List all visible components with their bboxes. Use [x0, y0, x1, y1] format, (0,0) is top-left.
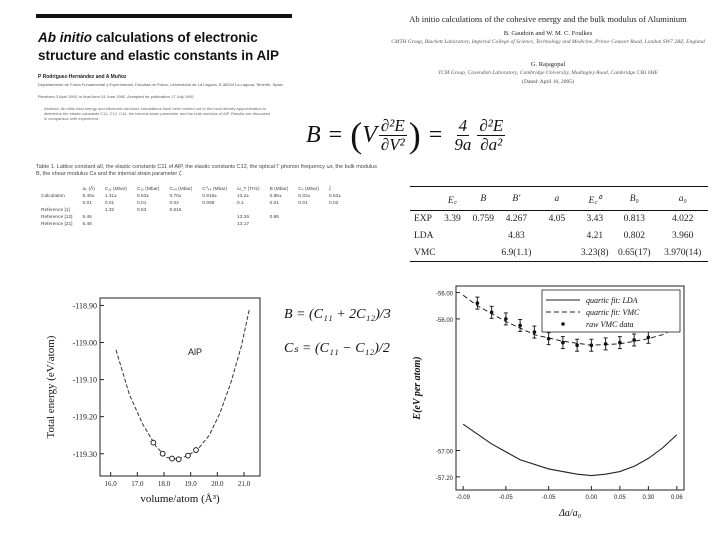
vmc-data-point [518, 324, 522, 328]
table-cell [469, 244, 497, 261]
table-cell: ω_T (THz) [237, 187, 260, 192]
table-cell: 6.9(1.1) [501, 247, 532, 258]
table-cell [232, 207, 265, 214]
table-row [410, 210, 708, 227]
table-cell: 0.02 [329, 201, 339, 206]
table-cell [535, 244, 578, 261]
table-cell: 5.46 [82, 215, 92, 220]
plot-frame [100, 298, 260, 476]
paper-2-date: (Dated: April 16, 2005) [522, 79, 574, 85]
vmc-data-point [547, 337, 551, 341]
table-cell: 13.17 [237, 222, 250, 227]
table-cell [265, 207, 294, 214]
data-point [160, 451, 165, 456]
table-cell: Calculation [41, 194, 65, 199]
table-cell: 0.86 [269, 215, 279, 220]
y-tick-label: -56.00 [435, 291, 453, 298]
table-cell: 4.21 [586, 230, 604, 241]
table-cell: 0.01 [137, 201, 147, 206]
table-2-top-rule [410, 186, 708, 187]
table-cell: 0.01 [82, 201, 92, 206]
table-cell: 0.615 [169, 208, 182, 213]
x-tick-label: -0.09 [456, 495, 470, 501]
table-cell: 0.63± [329, 194, 341, 199]
plot-annotation: AlP [188, 346, 203, 357]
table-cell [293, 207, 324, 214]
table-cell: 3.39 [444, 213, 461, 224]
table-cell: Cₛ (Mbar) [298, 187, 319, 192]
table-cell: 0.65(17) [618, 247, 651, 258]
table-cell: 4.05 [548, 213, 566, 224]
table-cell: 0.02 [169, 201, 179, 206]
table-cell [293, 221, 324, 228]
paper-2-affiliation-1: CMTH Group, Blackett Laboratory, Imperial College of Science, Technology and Medicine, Prince Consort Road, London SW7 2BZ, England [391, 39, 705, 45]
eq-bulk-from-cij: B = (C₁₁ + 2C₁₂)/3 [284, 307, 391, 322]
legend-swatch-raw [561, 322, 565, 326]
table-cell [324, 214, 346, 221]
table-cell: 0.01 [298, 201, 308, 206]
table-cell [164, 214, 197, 221]
data-point [194, 448, 199, 453]
table-row [410, 244, 708, 261]
table-cell [36, 200, 77, 207]
x-tick-label: 19.0 [184, 480, 197, 488]
paper-1-title-italic: Ab initio [38, 30, 92, 45]
data-point [186, 453, 191, 458]
vmc-data-point [561, 341, 565, 345]
table-cell: 0.802 [623, 230, 645, 241]
table-cell: 0.63 [137, 208, 147, 213]
table-cell [535, 227, 578, 244]
vmc-data-point [647, 336, 651, 340]
table-cell [324, 221, 346, 228]
table-cell: 13.26 [237, 215, 250, 220]
table-cell: 5.40± [82, 194, 95, 199]
table-cell: 0.01 [269, 201, 279, 206]
vmc-data-point [575, 343, 579, 347]
table-cell: C⁰₄₄ (Mbar) [202, 187, 228, 192]
x-tick-label: 0.00 [585, 495, 598, 501]
y-tick-label: -119.20 [72, 412, 97, 422]
table-2 [410, 186, 708, 262]
table-cell: 0.759 [472, 213, 494, 224]
table-cell: LDA [414, 230, 434, 241]
table-row [410, 227, 708, 244]
table-cell [293, 214, 324, 221]
table-cell: a₀ (Å) [82, 187, 95, 192]
table-1-caption: Table 1. Lattice constant a0, the elastic constants C11 of AlP, the elastic constants C12, the optical Γ phonon frequency ωr, the bulk modulus B, the shear modulus Cs and the internal strain parameter ζ. [36, 164, 377, 177]
vmc-data-point [604, 342, 608, 346]
paper-1-abstract: Abstract. Ab initio total energy and electronic structure calculations have been carried out in the local density approximation to determine the elastic constants C11, C12, C44, the internal strain parameter and the bulk modulus of AlP. Results are discussed in comparison with experiment. [44, 106, 271, 121]
header-rule [36, 14, 292, 18]
eq-den-2: ∂a² [480, 134, 503, 154]
table-header-cell: a₀ [678, 194, 687, 204]
eq-lhs: B [306, 121, 321, 148]
x-tick-label: 0.05 [614, 495, 626, 501]
table-cell [436, 244, 470, 261]
table-row [36, 214, 346, 221]
table-cell [132, 221, 164, 228]
table-row [36, 221, 346, 228]
paper-1-affiliation: Departamento de Física Fundamental y Experimental, Facultad de Física, Universidad de La Laguna, E-38204 La Laguna, Tenerife, Spain [38, 82, 283, 87]
table-cell: 4.267 [505, 213, 528, 224]
paper-2-title: Ab initio calculations of the cohesive energy and the bulk modulus of Aluminium [409, 14, 687, 24]
paper-2-authors-1: B. Gaudoin and W. M. C. Foulkes [503, 30, 593, 37]
paper-2-affiliation-2: TCM Group, Cavendish Laboratory, Cambridge University, Madingley Road, Cambridge CB3 0HE [438, 70, 658, 76]
table-cell: ζ [329, 187, 332, 192]
table-cell: C₁₁ (Mbar) [104, 187, 128, 192]
table-cell [197, 221, 232, 228]
fit-curve [116, 309, 249, 459]
table-cell [36, 186, 77, 193]
table-cell [132, 214, 164, 221]
eq-coefficient [452, 117, 473, 154]
eq-den-1: ∂V² [380, 134, 405, 154]
data-point [176, 457, 181, 462]
table-cell: 0.32± [298, 194, 311, 199]
table-cell: 4.83 [508, 230, 525, 241]
al-energy-lattice-plot [406, 278, 706, 528]
table-cell: 0.1 [237, 201, 244, 206]
paper-1-received: Received 3 April 1992, in final form 24 June 1992. Accepted for publication 17 July 1992 [38, 94, 194, 99]
table-cell: 4.022 [672, 213, 694, 224]
eq-coef-den: 9a [454, 134, 472, 154]
table-header-row [410, 188, 708, 210]
table-cell [77, 207, 99, 214]
x-tick-label: -0.05 [499, 495, 513, 501]
x-tick-label: -0.05 [541, 495, 556, 501]
table-cell [197, 214, 232, 221]
table-row [36, 207, 346, 214]
table-cell: 1.31± [104, 194, 117, 199]
eq-volume: V [362, 121, 377, 148]
x-tick-label: 0.30 [642, 495, 655, 501]
y-axis-label: Total energy (eV/atom) [45, 335, 57, 439]
data-point [170, 456, 175, 461]
table-cell: 3.23(8) [580, 247, 609, 258]
alp-energy-volume-plot [34, 288, 270, 528]
y-tick-label: -57.20 [435, 475, 453, 482]
eq-open-paren: ( [350, 115, 363, 155]
table-cell: 0.008 [202, 201, 215, 206]
table-cell: Reference [12] [41, 215, 73, 220]
x-tick-label: 17.0 [131, 480, 144, 488]
table-cell: B (Mbar) [269, 187, 289, 192]
x-tick-label: 21.0 [237, 480, 251, 488]
data-point [151, 440, 156, 445]
vmc-data-point [476, 301, 480, 305]
table-row [36, 193, 346, 200]
legend-label-raw: raw VMC data [586, 320, 634, 329]
table-cell: 0.813 [623, 213, 645, 224]
x-tick-label: 16.0 [104, 480, 117, 488]
table-cell: 3.43 [586, 213, 604, 224]
y-tick-label: -57.00 [435, 449, 453, 456]
x-tick-label: 20.0 [211, 480, 224, 488]
table-cell: C₁₂ (Mbar) [137, 187, 160, 192]
legend-label-vmc: quartic fit: VMC [586, 308, 640, 317]
y-tick-label: -118.90 [72, 301, 97, 311]
y-tick-label: -119.30 [72, 449, 97, 459]
x-tick-label: 0.06 [671, 495, 683, 501]
legend-label-lda: quartic fit: LDA [586, 296, 638, 305]
vmc-data-point [590, 343, 594, 347]
table-2-bottom-rule [410, 261, 708, 262]
x-axis-label: Δa/a₀ [558, 508, 582, 519]
table-cell [436, 227, 470, 244]
table-cell [469, 227, 497, 244]
table-cell [410, 188, 436, 210]
eq-close-paren: ) [408, 115, 421, 155]
table-1-grid [36, 186, 346, 228]
table-cell: 1.32 [104, 208, 115, 213]
table-cell [100, 221, 132, 228]
table-cell [164, 221, 197, 228]
eq-equals-2: = [428, 121, 443, 148]
eq-equals: = [328, 121, 343, 148]
paper-2-authors-2: G. Rajagopal [530, 61, 566, 68]
table-cell: 0.86± [269, 194, 282, 199]
table-header-cell: a [554, 194, 560, 204]
table-row [36, 200, 346, 207]
y-tick-label: -56.00 [435, 317, 453, 324]
eq-coef-num: 4 [458, 115, 468, 135]
eq-num-1: ∂²E [380, 115, 405, 135]
paper-2-header [390, 14, 706, 110]
table-header-cell: B [480, 194, 487, 204]
bulk-modulus-equation [306, 112, 507, 158]
table-header-cell: E꜀ [447, 195, 457, 206]
table-cell: 3.960 [672, 230, 694, 241]
lda-fit-line [463, 424, 677, 475]
table-cell [100, 214, 132, 221]
table-cell: 5.46 [82, 222, 92, 227]
table-1 [36, 164, 384, 274]
table-cell [197, 207, 232, 214]
table-cell: 13.2± [237, 194, 250, 199]
paper-1-title-rest: calculations of electronic structure and elastic constants in AlP [38, 30, 280, 63]
y-tick-label: -119.10 [72, 375, 97, 385]
x-axis-label: volume/atom (Å³) [140, 493, 220, 505]
y-axis-label: E(eV per atom) [412, 356, 423, 420]
vmc-data-point [504, 317, 508, 321]
vmc-data-point [533, 330, 537, 334]
table-2-grid [410, 188, 708, 261]
table-header-cell: B′ [512, 194, 521, 204]
paper-1-title [38, 29, 290, 65]
x-tick-label: 18.0 [157, 480, 171, 488]
table-header-cell: B₀ [629, 194, 639, 204]
eq-num-2: ∂²E [479, 115, 504, 135]
elastic-equations [284, 298, 404, 366]
eq-fraction-1 [379, 117, 407, 154]
table-cell: 0.01 [104, 201, 115, 206]
table-cell: 0.916± [202, 194, 217, 199]
table-header-row [36, 186, 346, 193]
vmc-data-point [490, 311, 494, 315]
table-cell: 0.70± [169, 194, 182, 199]
table-cell: Reference [21] [41, 222, 73, 227]
paper-1-header [36, 14, 292, 148]
table-cell: 3.970(14) [664, 247, 702, 258]
table-cell: C₄₄ (Mbar) [169, 187, 193, 192]
table-cell: Reference [1] [41, 208, 70, 213]
table-cell [265, 221, 294, 228]
y-tick-label: -119.00 [72, 338, 97, 348]
table-cell: 0.63± [137, 194, 150, 199]
vmc-data-point [632, 338, 636, 342]
paper-1-authors: P Rodríguez-Hernández and A Muñoz [38, 74, 127, 80]
table-cell: VMC [414, 247, 436, 258]
eq-shear-from-cij: Cₛ = (C₁₁ − C₁₂)/2 [284, 341, 390, 356]
vmc-data-point [618, 341, 622, 345]
table-cell [324, 207, 346, 214]
table-cell: EXP [414, 213, 432, 224]
eq-fraction-2 [477, 117, 505, 154]
table-header-cell: E꜀⁰ [588, 195, 601, 206]
